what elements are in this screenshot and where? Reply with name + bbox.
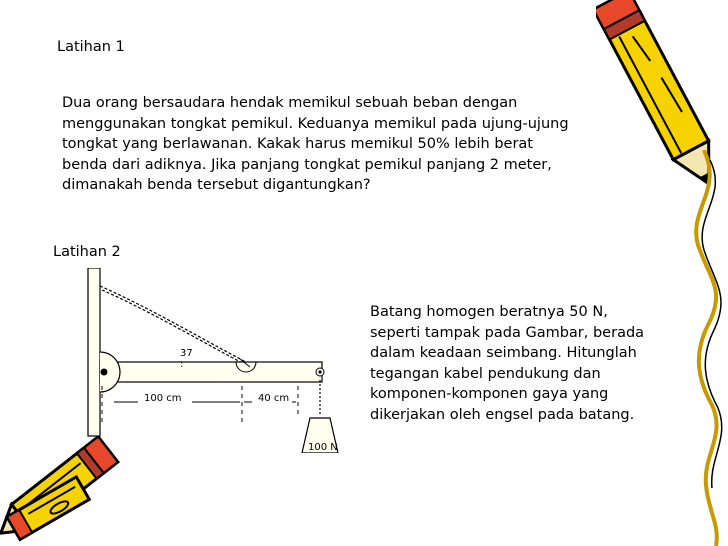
exercise2-question — [370, 302, 644, 425]
exercise2-line: Batang homogen beratnya 50 N, — [370, 304, 608, 320]
exercise2-line: dalam keadaan seimbang. Hitunglah — [370, 345, 637, 361]
swirl-decoration — [668, 150, 728, 546]
exercise2-line: dikerjakan oleh engsel pada batang. — [370, 406, 635, 423]
beam-figure — [80, 268, 350, 453]
exercise2-line: komponen-komponen gaya yang — [370, 386, 609, 402]
wall — [88, 268, 100, 436]
length-right-label: 40 cm — [258, 393, 290, 404]
beam — [100, 362, 322, 382]
angle-label: 37 — [180, 348, 193, 359]
exercise1-heading: Latihan 1 — [57, 39, 125, 55]
load-label: 100 N — [308, 442, 338, 453]
exercise1-line: dimanakah benda tersebut digantungkan? — [62, 177, 371, 193]
exercise1-line: tongkat yang berlawanan. Kakak harus memikul 50% lebih berat — [62, 136, 533, 152]
exercise1-line: menggunakan tongkat pemikul. Keduanya memikul pada ujung-ujung — [62, 115, 569, 132]
support-cable — [100, 286, 246, 362]
exercise2-line: tegangan kabel pendukung dan — [370, 365, 601, 382]
exercise2-heading: Latihan 2 — [53, 244, 121, 260]
svg-text::: : — [180, 359, 184, 370]
length-left-label: 100 cm — [144, 393, 182, 404]
exercise1-line: Dua orang bersaudara hendak memikul sebuah beban dengan — [62, 95, 518, 111]
exercise2-line: seperti tampak pada Gambar, berada — [370, 324, 645, 341]
exercise1-line: benda dari adiknya. Jika panjang tongkat pemikul panjang 2 meter, — [62, 156, 552, 173]
exercise1-question — [62, 93, 569, 196]
